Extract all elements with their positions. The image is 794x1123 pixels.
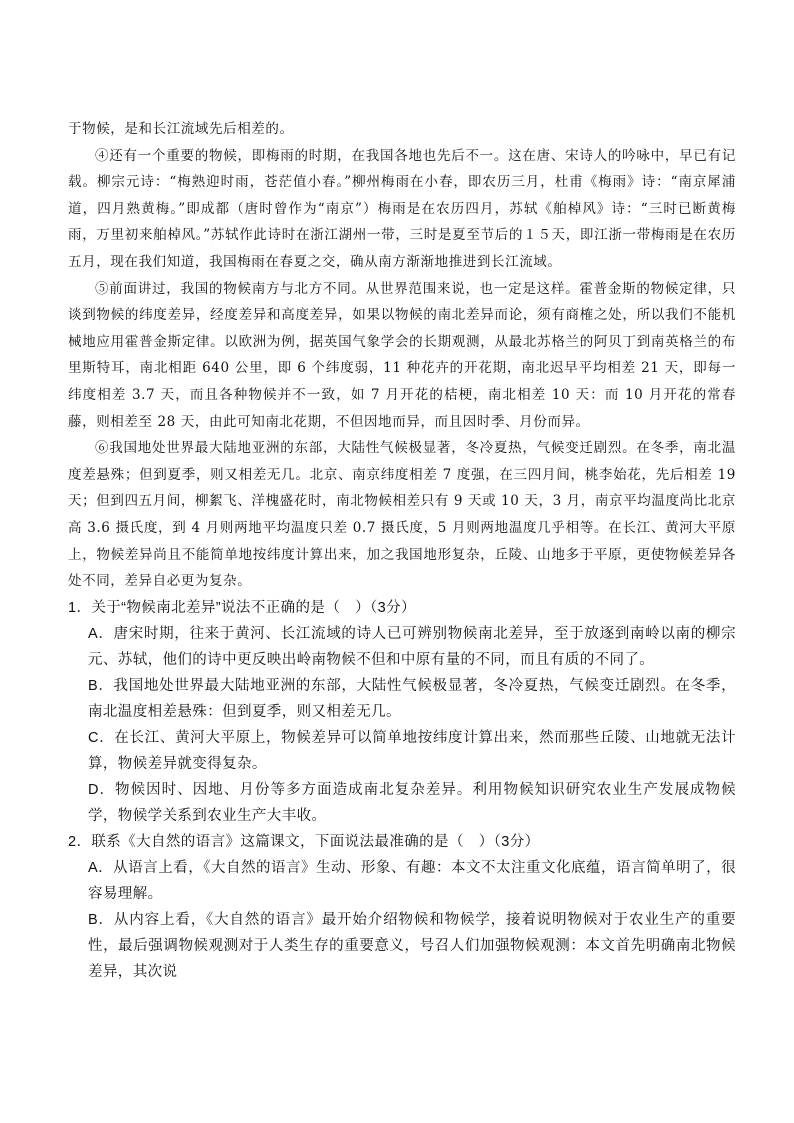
question-2 (68, 829, 736, 985)
question-2-option-a[interactable]: A．从语言上看，《大自然的语言》生动、形象、有趣：本文不太注重文化底蕴，语言简单明了，很容易理解。 (88, 859, 736, 902)
question-1 (68, 595, 736, 829)
question-1-option-c[interactable]: C．在长江、黄河大平原上，物候差异可以简单地按纬度计算出来，然而那些丘陵、山地就无法计算，物候差异就变得复杂。 (88, 729, 736, 772)
passage-paragraph-continued: 于物候，是和长江流域先后相差的。 (68, 121, 294, 137)
question-1-stem: 1．关于“物候南北差异”说法不正确的是（ ）（3分） (68, 599, 416, 616)
passage-paragraph-6: ⑥我国地处世界最大陆地亚洲的东部，大陆性气候极显著，冬冷夏热，气候变迁剧烈。在冬季，南北温度差悬殊；但到夏季，则又相差无几。北京、南京纬度相差 7 度强，在三四月间，桃李始花，先后相差 19 天；但到四五月间，柳絮飞、洋槐盛花时，南北物候相差只有 9 天或 10 天，3 月，南京平均温度尚比北京高 3.6 摄氏度，到 4 月则两地平均温度只差 0.7 摄氏度，5 月则两地温度几乎相等。在长江、黄河大平原上，物候差异尚且不能简单地按纬度计算出来，加之我国地形复杂，丘陵、山地多于平原，更使物候差异各处不同，差异自必更为复杂。 (68, 440, 736, 590)
question-1-option-b[interactable]: B．我国地处世界最大陆地亚洲的东部，大陆性气候极显著，冬冷夏热，气候变迁剧烈。在冬季，南北温度相差悬殊：但到夏季，则又相差无几。 (88, 677, 736, 720)
question-1-option-a[interactable]: A．唐宋时期，往来于黄河、长江流域的诗人已可辨别物候南北差异，至于放逐到南岭以南的柳宗元、苏轼，他们的诗中更反映出岭南物候不但和中原有量的不同，而且有质的不同了。 (88, 625, 736, 668)
passage-paragraph-4: ④还有一个重要的物候，即梅雨的时期，在我国各地也先后不一。这在唐、宋诗人的吟咏中，早已有记载。柳宗元诗：“梅熟迎时雨，苍茫值小春。”柳州梅雨在小春，即农历三月，杜甫《梅雨》诗：“南京犀浦道，四月熟黄梅。”即成都（唐时曾作为“南京”）梅雨是在农历四月，苏轼《舶棹风》诗：“三时已断黄梅雨，万里初来舶棹风。”苏轼作此诗时在浙江湖州一带，三时是夏至节后的１５天，即江浙一带梅雨是在农历五月，现在我们知道，我国梅雨在春夏之交，确从南方渐渐地推进到长江流域。 (68, 147, 736, 270)
question-2-stem: 2．联系《大自然的语言》这篇课文，下面说法最准确的是（ ）（3分） (68, 833, 540, 850)
question-2-option-b[interactable]: B．从内容上看，《大自然的语言》最开始介绍物候和物候学，接着说明物候对于农业生产的重要性，最后强调物候观测对于人类生存的重要意义，号召人们加强物候观测：本文首先明确南北物候差异，其次说 (88, 911, 736, 980)
question-1-option-d[interactable]: D．物候因时、因地、月份等多方面造成南北复杂差异。利用物候知识研究农业生产发展成物候学，物候学关系到农业生产大丰收。 (88, 781, 736, 824)
passage-paragraph-5: ⑤前面讲过，我国的物候南方与北方不同。从世界范围来说，也一定是这样。霍普金斯的物候定律，只谈到物候的纬度差异，经度差异和高度差异，如果以物候的南北差异而论，须有商榷之处，所以我们不能机械地应用霍普金斯定律。以欧洲为例，据英国气象学会的长期观测，从最北苏格兰的阿贝丁到南英格兰的布里斯特耳，南北相距 640 公里，即 6 个纬度弱，11 种花卉的开花期，南北迟早平均相差 21 天，即每一纬度相差 3.7 天，而且各种物候并不一致，如 7 月开花的桔梗，南北相差 10 天：而 10 月开花的常春藤，则相差至 28 天，由此可知南北花期，不但因地而异，而且因时季、月份而异。 (68, 280, 736, 430)
